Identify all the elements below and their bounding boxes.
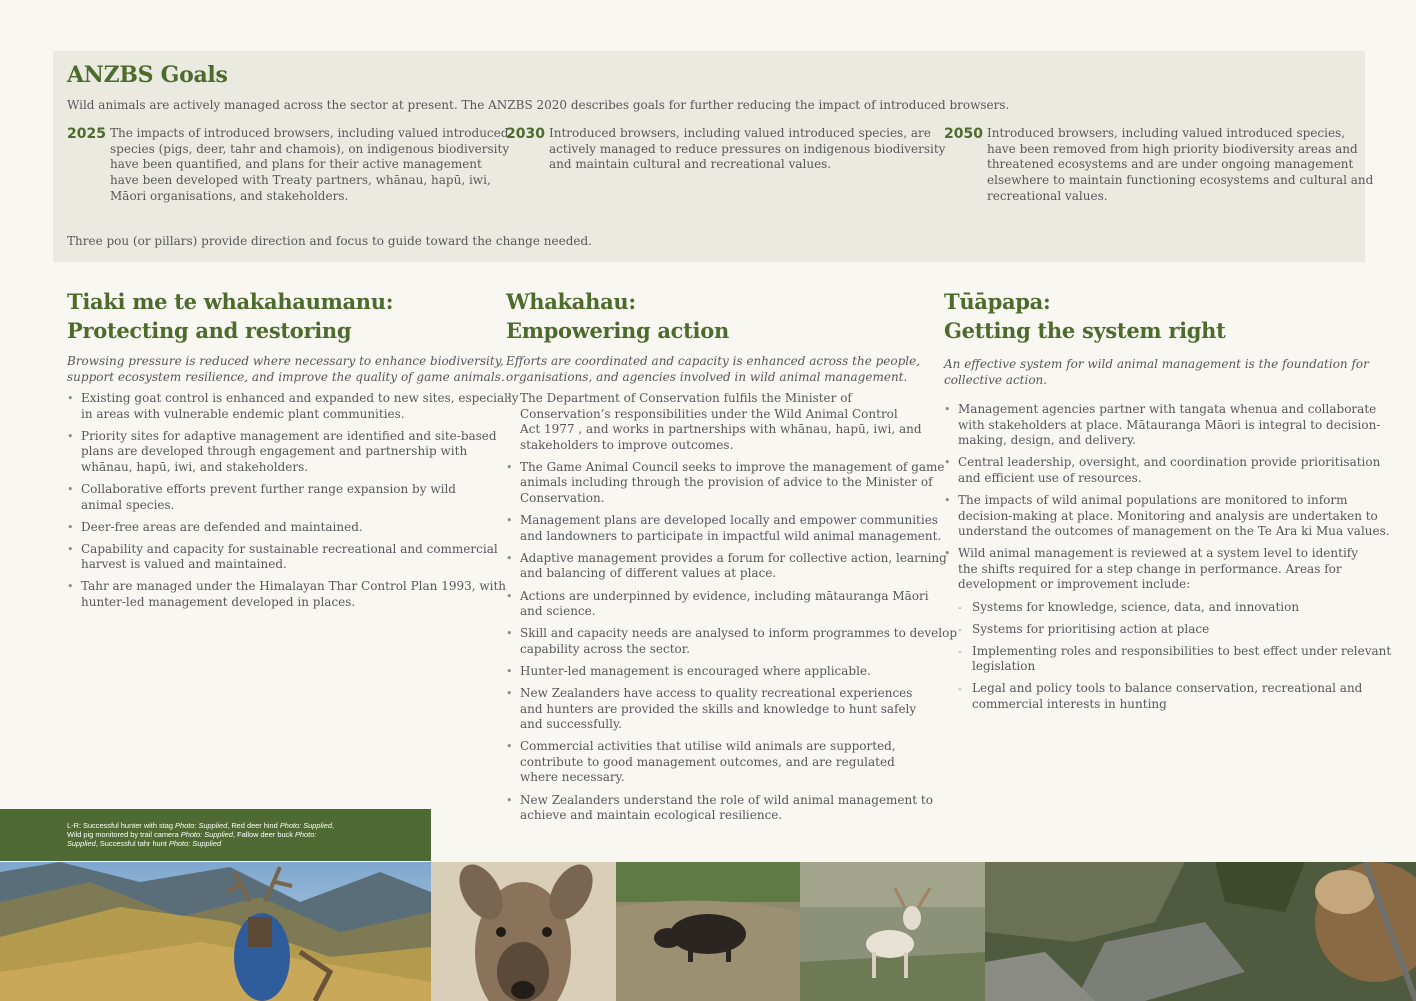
sub-list-item: - Implementing roles and responsibilities to best effect under relevant legislation	[958, 644, 1374, 675]
goals-pillars-note: Three pou (or pillars) provide direction and focus to guide toward the change needed.	[67, 234, 592, 248]
goal-year: 2050	[944, 126, 983, 142]
sub-list-item: - Systems for knowledge, science, data, and innovation	[958, 600, 1374, 616]
list-item: • Capability and capacity for sustainable recreational and commercial harvest is valued and maintained.	[67, 542, 487, 573]
pillar-heading: Tiaki me te whakahaumanu: Protecting and restoring	[67, 289, 394, 343]
list-item: • Existing goat control is enhanced and expanded to new sites, especially in areas with vulnerable endemic plant communities.	[67, 391, 487, 422]
list-item: • Central leadership, oversight, and coordination provide prioritisation and efficient use of resources.	[944, 455, 1374, 486]
sub-list-item: - Legal and policy tools to balance conservation, recreational and commercial interests in hunting	[958, 681, 1374, 712]
fallow-deer-buck-photo	[800, 862, 985, 1001]
photo-caption: L-R: Successful hunter with stag Photo: Supplied, Red deer hind Photo: Supplied, Wild pig monitored by trail camera Photo: Supplied, Fallow deer buck Photo: Supplied, Successful tahr hunt Photo: Supplied	[67, 821, 335, 848]
pillar-bullets	[506, 391, 958, 824]
pillar-getting-system-right	[944, 287, 1392, 719]
list-item: • The Game Animal Council seeks to improve the management of game animals including through the provision of advice to the Minister of Conservation.	[506, 460, 926, 507]
list-item: • The impacts of wild animal populations are monitored to inform decision-making at place. Monitoring and analysis are undertaken to understand the outcomes of management on the Te Ara ki Mua values.	[944, 493, 1374, 540]
goal-text: Introduced browsers, including valued introduced species, are actively managed to reduce pressures on indigenous biodiversity and maintain cultural and recreational values.	[549, 126, 946, 172]
list-item: • Management agencies partner with tangata whenua and collaborate with stakeholders at place. Mātauranga Māori is integral to decision- making, design, and delivery.	[944, 402, 1374, 449]
pillar-lead: An effective system for wild animal management is the foundation for collective action.	[944, 357, 1369, 387]
list-item: • Priority sites for adaptive management are identified and site-based plans are developed through engagement and partnership with whānau, hapū, iwi, and stakeholders.	[67, 429, 487, 476]
list-item: • New Zealanders have access to quality recreational experiences and hunters are provided the skills and knowledge to hunt safely and successfully.	[506, 686, 926, 733]
pillar-heading: Whakahau: Empowering action	[506, 289, 729, 343]
sub-list-item: - Systems for prioritising action at place	[958, 622, 1374, 638]
list-item: • Wild animal management is reviewed at a system level to identify the shifts required for a step change in performance. Areas for development or improvement include:	[944, 546, 1374, 593]
list-item: • Skill and capacity needs are analysed to inform programmes to develop capability across the sector.	[506, 626, 926, 657]
goal-text: Introduced browsers, including valued introduced species, have been removed from high priority biodiversity areas and threatened ecosystems and are under ongoing management elsewhere to maintain functioning ecosystems and cultural and recreational values.	[987, 126, 1374, 203]
photo-caption-bar	[0, 809, 431, 861]
goal-year: 2030	[506, 126, 545, 142]
red-deer-hind-photo	[431, 862, 616, 1001]
goal-text: The impacts of introduced browsers, including valued introduced species (pigs, deer, tahr and chamois), on indigenous biodiversity have been quantified, and plans for their active management have been developed with Treaty partners, whānau, hapū, iwi, Māori organisations, and stakeholders.	[110, 126, 510, 203]
goals-title: ANZBS Goals	[67, 62, 228, 88]
list-item: • Deer-free areas are defended and maintained.	[67, 520, 487, 536]
list-item: • The Department of Conservation fulfils the Minister of Conservation’s responsibilities under the Wild Animal Control Act 1977 , and works in partnerships with whānau, hapū, iwi, and stakeholders to improve outcomes.	[506, 391, 926, 453]
list-item: • New Zealanders understand the role of wild animal management to achieve and maintain ecological resilience.	[506, 793, 926, 824]
pillar-lead: Efforts are coordinated and capacity is enhanced across the people, organisations, and agencies involved in wild animal management.	[506, 354, 921, 384]
tahr-hunt-photo	[985, 862, 1416, 1001]
goal-year: 2025	[67, 126, 106, 142]
list-item: • Hunter-led management is encouraged where applicable.	[506, 664, 926, 680]
list-item: • Adaptive management provides a forum for collective action, learning and balancing of different values at place.	[506, 551, 926, 582]
pillar-bullets	[944, 402, 1392, 713]
list-item: • Collaborative efforts prevent further range expansion by wild animal species.	[67, 482, 487, 513]
pillar-protecting-restoring	[67, 287, 519, 617]
pillar-bullets	[67, 391, 519, 611]
list-item: • Commercial activities that utilise wild animals are supported, contribute to good management outcomes, and are regulated where necessary.	[506, 739, 926, 786]
pillar-empowering-action	[506, 287, 958, 830]
photo-strip	[0, 862, 1416, 1001]
list-item: • Management plans are developed locally and empower communities and landowners to participate in impactful wild animal management.	[506, 513, 926, 544]
wild-pig-photo	[616, 862, 800, 1001]
list-item: • Tahr are managed under the Himalayan Thar Control Plan 1993, with hunter-led management developed in places.	[67, 579, 487, 610]
list-item: • Actions are underpinned by evidence, including mātauranga Māori and science.	[506, 589, 926, 620]
goals-intro: Wild animals are actively managed across the sector at present. The ANZBS 2020 describes goals for further reducing the impact of introduced browsers.	[67, 98, 1010, 112]
hunter-with-stag-photo	[0, 862, 431, 1001]
pillar-lead: Browsing pressure is reduced where necessary to enhance biodiversity, support ecosystem resilience, and improve the quality of game animals.	[67, 354, 505, 384]
pillar-heading: Tūāpapa: Getting the system right	[944, 289, 1226, 343]
